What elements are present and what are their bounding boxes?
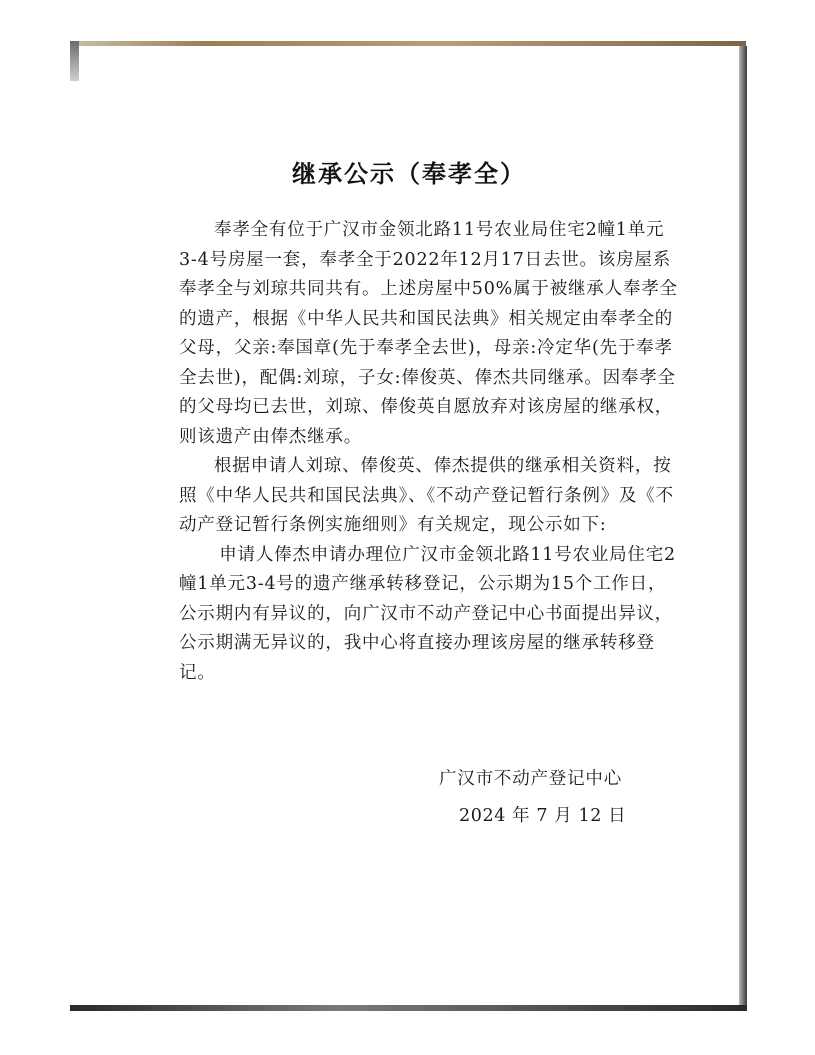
scan-edge-right [739, 46, 747, 1010]
paragraph-inheritance-facts: 奉孝全有位于广汉市金领北路11号农业局住宅2幢1单元3-4号房屋一套，奉孝全于2022年12月17日去世。该房屋系奉孝全与刘琼共同共有。上述房屋中50%属于被继承人奉孝全的遗产，根据《中华人民共和国民法典》相关规定由奉孝全的父母，父亲:奉国章(先于奉孝全去世)，母亲:冷定华(先于奉孝全去世)，配偶:刘琼，子女:俸俊英、俸杰共同继承。因奉孝全的父母均已去世，刘琼、俸俊英自愿放弃对该房屋的继承权，则该遗产由俸杰继承。 [179, 220, 678, 447]
document-title: 继承公示（奉孝全） [292, 159, 526, 188]
document-body [179, 216, 679, 688]
issuer-name: 广汉市不动产登记中心 [439, 769, 622, 789]
paragraph-legal-basis: 根据申请人刘琼、俸俊英、俸杰提供的继承相关资料，按照《中华人民共和国民法典》、《不动产登记暂行条例》及《不动产登记暂行条例实施细则》有关规定，现公示如下: [179, 456, 674, 535]
issue-date: 2024 年 7 月 12 日 [459, 806, 627, 826]
scan-edge-bottom [70, 1005, 747, 1011]
document-sheet [79, 46, 739, 1005]
paragraph-announcement: 申请人俸杰申请办理位广汉市金领北路11号农业局住宅2幢1单元3-4号的遗产继承转移登记，公示期为15个工作日，公示期内有异议的，向广汉市不动产登记中心书面提出异议，公示期满无异议的，我中心将直接办理该房屋的继承转移登记。 [179, 544, 676, 683]
scan-edge-left [70, 41, 79, 81]
signature-block [439, 761, 659, 835]
